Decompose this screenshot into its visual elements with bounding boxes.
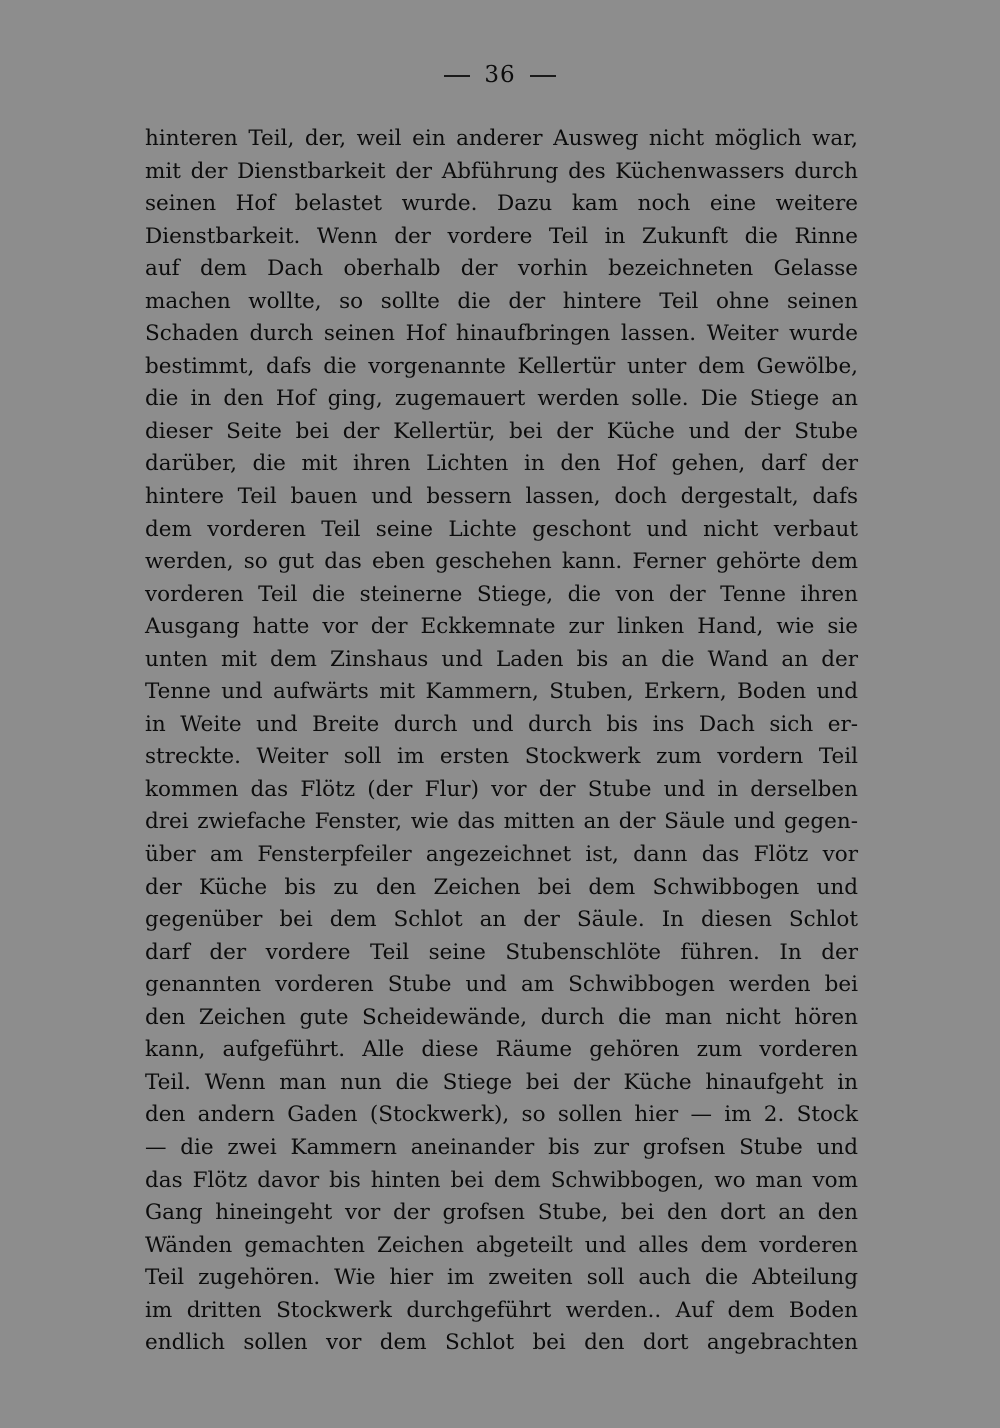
header-dash-left (444, 75, 470, 77)
text-line: Tenne und aufwärts mit Kammern, Stuben, Erkern, Boden und (145, 679, 858, 705)
text-line: drei zwiefache Fenster, wie das mitten an der Säule und gegen- (145, 809, 858, 835)
text-line: Wänden gemachten Zeichen abgeteilt und alles dem vorderen (145, 1232, 858, 1258)
text-line: hintere Teil bauen und bessern lassen, doch dergestalt, dafs (145, 484, 858, 510)
text-line: den andern Gaden (Stockwerk), so sollen hier — im 2. Stock (145, 1102, 858, 1128)
text-line: darüber, die mit ihren Lichten in den Hof gehen, darf der (145, 451, 858, 477)
text-line: dieser Seite bei der Kellertür, bei der Küche und der Stube (145, 418, 858, 444)
text-line: endlich sollen vor dem Schlot bei den dort angebrachten (145, 1330, 858, 1356)
text-line: die in den Hof ging, zugemauert werden solle. Die Stiege an (145, 386, 858, 412)
header-dash-right (530, 75, 556, 77)
text-line: den Zeichen gute Scheidewände, durch die man nicht hören (145, 1004, 858, 1030)
text-line: im dritten Stockwerk durchgeführt werden.. Auf dem Boden (145, 1297, 858, 1323)
text-line: Gang hineingeht vor der grofsen Stube, bei den dort an den (145, 1200, 858, 1226)
text-line: werden, so gut das eben geschehen kann. Ferner gehörte dem (145, 549, 858, 575)
text-line: auf dem Dach oberhalb der vorhin bezeichneten Gelasse (145, 256, 858, 282)
text-line: Ausgang hatte vor der Eckkemnate zur linken Hand, wie sie (145, 614, 858, 640)
text-line: dem vorderen Teil seine Lichte geschont und nicht verbaut (145, 516, 858, 542)
text-line: kann, aufgeführt. Alle diese Räume gehören zum vorderen (145, 1037, 858, 1063)
text-line: unten mit dem Zinshaus und Laden bis an die Wand an der (145, 646, 858, 672)
text-line: mit der Dienstbarkeit der Abführung des Küchenwassers durch (145, 158, 858, 184)
text-line: streckte. Weiter soll im ersten Stockwerk zum vordern Teil (145, 744, 858, 770)
text-line: genannten vorderen Stube und am Schwibbogen werden bei (145, 972, 858, 998)
body-text (145, 123, 858, 1360)
text-line: machen wollte, so sollte die der hintere Teil ohne seinen (145, 288, 858, 314)
text-line: bestimmt, dafs die vorgenannte Kellertür unter dem Gewölbe, (145, 353, 858, 379)
text-line: in Weite und Breite durch und durch bis ins Dach sich er- (145, 711, 858, 737)
text-line: vorderen Teil die steinerne Stiege, die von der Tenne ihren (145, 581, 858, 607)
text-line: gegenüber bei dem Schlot an der Säule. In diesen Schlot (145, 907, 858, 933)
text-line: der Küche bis zu den Zeichen bei dem Schwibbogen und (145, 874, 858, 900)
text-line: über am Fensterpfeiler angezeichnet ist, dann das Flötz vor (145, 842, 858, 868)
text-line: Teil zugehören. Wie hier im zweiten soll auch die Abteilung (145, 1265, 858, 1291)
text-line: hinteren Teil, der, weil ein anderer Ausweg nicht möglich war, (145, 126, 858, 151)
text-line: darf der vordere Teil seine Stubenschlöte führen. In der (145, 939, 858, 965)
text-line: das Flötz davor bis hinten bei dem Schwibbogen, wo man vom (145, 1167, 858, 1193)
page-header (0, 62, 1000, 88)
text-line: Schaden durch seinen Hof hinaufbringen lassen. Weiter wurde (145, 321, 858, 347)
text-line: kommen das Flötz (der Flur) vor der Stube und in derselben (145, 776, 858, 802)
text-line: — die zwei Kammern aneinander bis zur grofsen Stube und (145, 1134, 858, 1160)
text-line: seinen Hof belastet wurde. Dazu kam noch eine weitere (145, 191, 858, 217)
text-line: Teil. Wenn man nun die Stiege bei der Küche hinaufgeht in (145, 1069, 858, 1095)
text-line: Dienstbarkeit. Wenn der vordere Teil in Zukunft die Rinne (145, 223, 858, 249)
page-number: 36 (484, 62, 516, 88)
